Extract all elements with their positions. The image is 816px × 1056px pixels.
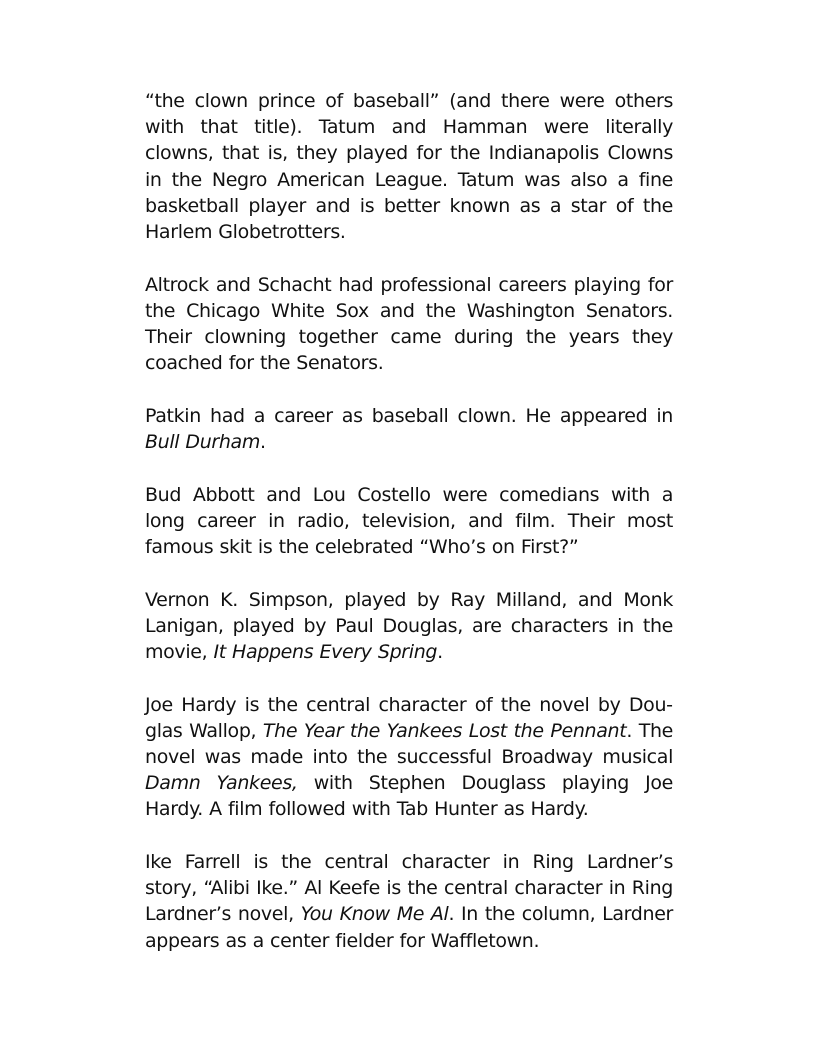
italic-title: The Year the Yankees Lost the Pennant (262, 719, 627, 742)
italic-title: Damn Yankees, (145, 772, 298, 795)
text-segment: . (437, 641, 443, 664)
paragraph-simpson-lanigan (145, 587, 673, 666)
text-segment: Ike Farrell is the central character in Ring Lardner’s story, “Alibi Ike.” Al Keefe is the central character in Ring Lardner’s novel, (145, 851, 673, 926)
paragraph-patkin (145, 403, 673, 455)
paragraph-tatum-hamman (145, 88, 673, 245)
paragraph-farrell-keefe (145, 849, 673, 954)
document-page (145, 88, 673, 980)
text-segment: Bud Abbott and Lou Costello were comedians with a long career in radio, television, and film. Their most famous skit is the celebrated “Who’s on First?” (145, 483, 673, 559)
paragraph-altrock-schacht (145, 272, 673, 377)
italic-title: You Know Me Al (300, 903, 449, 926)
text-segment: . In the column, Lardner appears as a center fielder for Waffletown. (145, 903, 674, 952)
text-segment: Patkin had a career as baseball clown. He appeared in (145, 404, 673, 427)
text-segment: . The novel was made into the successful Broadway musical (145, 719, 673, 769)
text-segment: Joe Hardy is the central character of the novel by Douglas Wallop, (145, 693, 673, 742)
text-segment: Vernon K. Simpson, played by Ray Milland, and Monk Lanigan, played by Paul Douglas, are characters in the movie, (145, 588, 673, 664)
italic-title: Bull Durham (145, 431, 261, 454)
text-segment: with Stephen Douglass playing Joe Hardy. A film followed with Tab Hunter as Hardy. (145, 772, 673, 821)
italic-title: It Happens Every Spring (213, 641, 438, 664)
text-segment: . (260, 431, 266, 454)
paragraph-joe-hardy (145, 692, 673, 823)
text-segment: Altrock and Schacht had professional careers playing for the Chicago White Sox and the Washington Senators. Their clowning together came during the years they coached for the Senators. (145, 273, 673, 375)
paragraph-abbott-costello (145, 482, 673, 561)
text-segment: “the clown prince of baseball” (and there were others with that title). Tatum and Hamman were literally clowns, that is, they played for the Indianapolis Clowns in the Negro American League. Tatum was also a fine basketball player and is better known as a star of the Harlem Globetrotters. (145, 90, 673, 244)
